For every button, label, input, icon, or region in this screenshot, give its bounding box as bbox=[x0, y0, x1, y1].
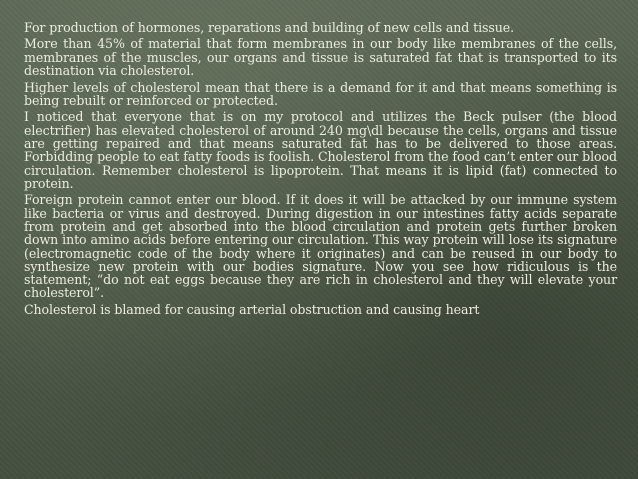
bullet-item-5 bbox=[7, 193, 617, 299]
bullet-text: Foreign protein cannot enter our blood. If it does it will be attacked by our immune system like bacteria or virus and destroyed. During digestion in our intestines fatty acids separate from protein and get absorbed into the blood circulation and protein gets further broken down into amino acids before entering our circulation. This way protein will lose its signature (electromagnetic code of the body where it originates) and can be reused in our body to synthesize new protein with our bodies signature. Now you see how ridiculous is the statement; “do not eat eggs because they are rich in cholesterol and they will elevate your cholesterol”. bbox=[24, 192, 617, 301]
bullet-text: Higher levels of cholesterol mean that there is a demand for it and that means something is being rebuilt or reinforced or protected. bbox=[24, 79, 617, 108]
bullet-item-1 bbox=[7, 21, 617, 34]
bullet-item-6 bbox=[7, 303, 617, 316]
bullet-item-2 bbox=[7, 37, 617, 77]
bullet-text: More than 45% of material that form membranes in our body like membranes of the cells, membranes of the muscles, our organs and tissue is saturated fat that is transported to its destination via cholesterol. bbox=[24, 36, 617, 79]
bullet-list bbox=[7, 21, 617, 319]
bullet-item-3 bbox=[7, 81, 617, 108]
bullet-text: I noticed that everyone that is on my protocol and utilizes the Beck pulser (the blood electrifier) has elevated cholesterol of around 240 mg\dl because the cells, organs and tissue are getting repaired and that means saturated fat has to be delivered to those areas. Forbidding people to eat fatty foods is foolish. Cholesterol from the food can’t enter our blood circulation. Remember cholesterol is lipoprotein. That means it is lipid (fat) connected to protein. bbox=[24, 109, 617, 191]
bullet-text: Cholesterol is blamed for causing arterial obstruction and causing heart bbox=[24, 301, 480, 317]
bullet-item-4 bbox=[7, 110, 617, 190]
bullet-text: For production of hormones, reparations and building of new cells and tissue. bbox=[24, 20, 515, 35]
